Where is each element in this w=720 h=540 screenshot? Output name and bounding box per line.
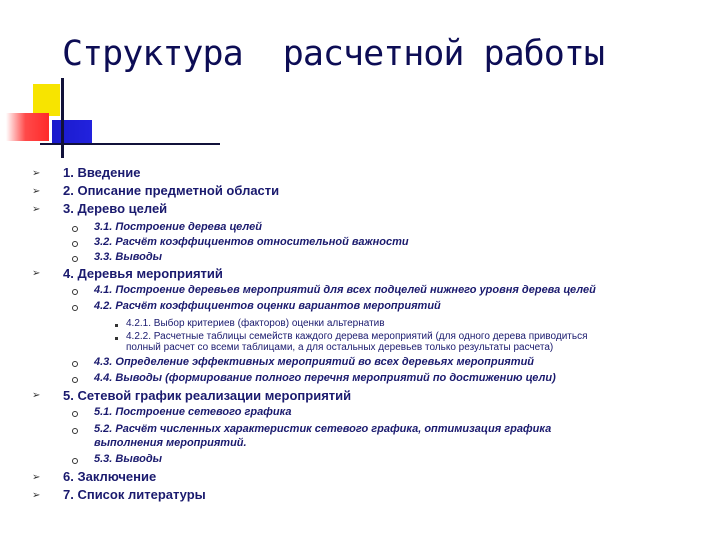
arrow-bullet-icon: ➢ <box>32 168 41 179</box>
arrow-bullet-icon: ➢ <box>32 186 41 197</box>
arrow-bullet-icon: ➢ <box>32 490 41 501</box>
arrow-bullet-icon: ➢ <box>32 268 41 279</box>
list-item: полный расчет со всеми таблицами, а для остальных деревьев только результаты расчета) <box>126 342 554 353</box>
circle-bullet-icon <box>72 241 78 247</box>
decor-vertical-line <box>61 78 64 158</box>
list-item: 2. Описание предметной области <box>63 183 280 198</box>
list-item: 7. Список литературы <box>63 487 206 502</box>
list-item: выполнения мероприятий. <box>94 437 247 449</box>
arrow-bullet-icon: ➢ <box>32 390 41 401</box>
circle-bullet-icon <box>72 226 78 232</box>
slide-title: Структура расчетной работы <box>62 34 604 74</box>
list-item: 5.1. Построение сетевого графика <box>94 406 292 418</box>
list-item: 5.2. Расчёт численных характеристик сетевого графика, оптимизация графика <box>94 423 552 435</box>
list-item: 4.2.2. Расчетные таблицы семейств каждого дерева мероприятий (для одного дерева приводиться <box>126 331 588 342</box>
list-item: 3. Дерево целей <box>63 201 168 216</box>
list-item: 5. Сетевой график реализации мероприятий <box>63 388 352 403</box>
list-item: 4. Деревья мероприятий <box>63 266 223 281</box>
list-item: 4.2. Расчёт коэффициентов оценки вариантов мероприятий <box>94 300 441 312</box>
square-bullet-icon <box>115 337 118 340</box>
circle-bullet-icon <box>72 458 78 464</box>
circle-bullet-icon <box>72 289 78 295</box>
circle-bullet-icon <box>72 256 78 262</box>
decor-yellow-square <box>33 84 60 116</box>
list-item: 6. Заключение <box>63 469 157 484</box>
arrow-bullet-icon: ➢ <box>32 204 41 215</box>
arrow-bullet-icon: ➢ <box>32 472 41 483</box>
circle-bullet-icon <box>72 377 78 383</box>
decor-horizontal-line <box>40 143 220 145</box>
list-item: 1. Введение <box>63 165 141 180</box>
list-item: 3.2. Расчёт коэффициентов относительной важности <box>94 236 409 248</box>
circle-bullet-icon <box>72 428 78 434</box>
list-item: 5.3. Выводы <box>94 453 163 465</box>
circle-bullet-icon <box>72 361 78 367</box>
list-item: 4.1. Построение деревьев мероприятий для всех подцелей нижнего уровня дерева целей <box>94 284 596 296</box>
list-item: 4.3. Определение эффективных мероприятий во всех деревьях мероприятий <box>94 356 535 368</box>
decor-blue-square <box>52 120 92 145</box>
list-item: 4.2.1. Выбор критериев (факторов) оценки альтернатив <box>126 318 385 329</box>
decor-red-square <box>6 113 49 141</box>
list-item: 3.1. Построение дерева целей <box>94 221 262 233</box>
list-item: 4.4. Выводы (формирование полного перечня мероприятий по достижению цели) <box>94 372 556 384</box>
list-item: 3.3. Выводы <box>94 251 163 263</box>
circle-bullet-icon <box>72 305 78 311</box>
circle-bullet-icon <box>72 411 78 417</box>
square-bullet-icon <box>115 324 118 327</box>
